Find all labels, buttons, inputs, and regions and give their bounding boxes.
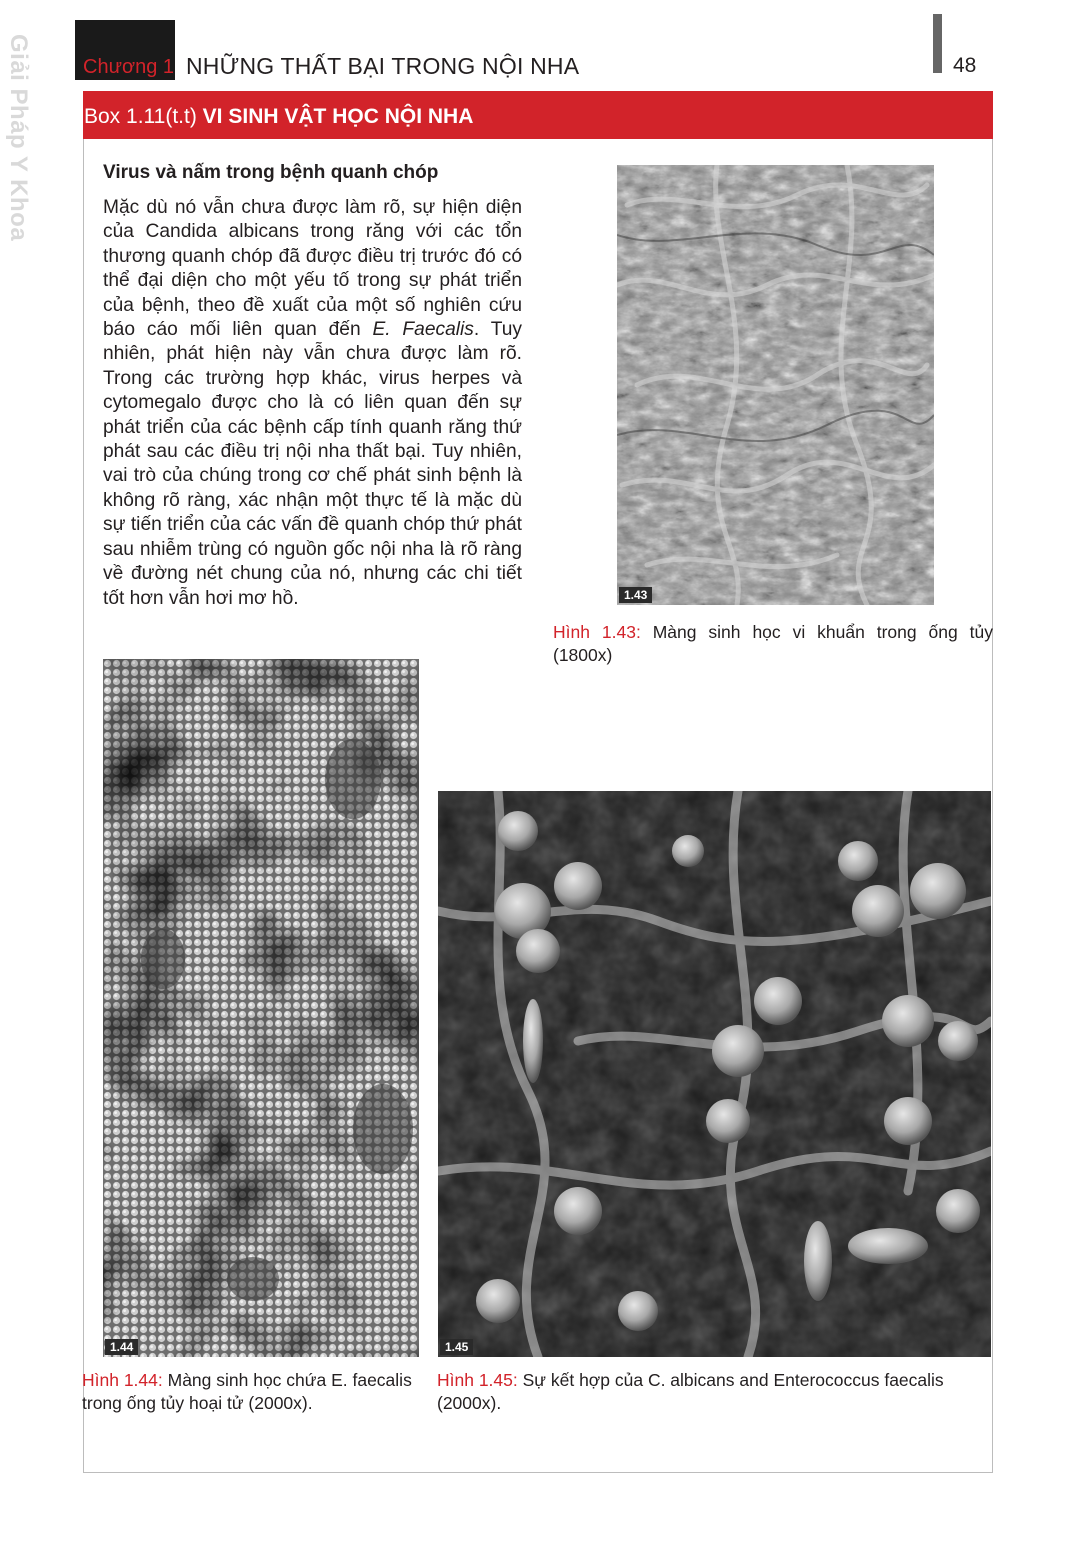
figure-1-44-tag: 1.44 xyxy=(105,1339,138,1355)
box-label-title: VI SINH VẬT HỌC NỘI NHA xyxy=(202,105,474,128)
figure-1-43-caption xyxy=(553,621,993,667)
body-paragraph xyxy=(103,196,522,611)
figure-1-45-svg xyxy=(438,791,991,1357)
figure-1-43-caption-label: Hình 1.43: xyxy=(553,622,641,642)
figure-1-44-svg xyxy=(103,659,419,1357)
figure-1-45-caption xyxy=(437,1369,987,1415)
page-number: 48 xyxy=(953,54,977,77)
figure-1-44-caption xyxy=(82,1369,422,1415)
figure-1-44-image xyxy=(103,659,419,1357)
chapter-title: NHỮNG THẤT BẠI TRONG NỘI NHA xyxy=(186,53,580,79)
box-label-prefix: Box 1.11(t.t) xyxy=(84,105,203,128)
section-heading: Virus và nấm trong bệnh quanh chóp xyxy=(103,162,439,183)
page-bar xyxy=(933,14,942,73)
figure-1-45-tag: 1.45 xyxy=(440,1339,473,1355)
figure-1-45-caption-text: Sự kết hợp của C. albicans and Enterococcus faecalis (2000x). xyxy=(437,1370,944,1413)
figure-1-43-image xyxy=(617,165,934,605)
body-text-part1: Mặc dù nó vẫn chưa được làm rõ, sự hiện diện của Candida albicans trong răng với các tổn thương quanh chóp đã được điều trị trước đó có thể đại diện cho một yếu tố trong sự phát triển của bệnh, theo đề xuất của một số nghiên cứu báo cáo mối liên quan đến xyxy=(103,197,522,341)
side-watermark: Giải Pháp Y Khoa xyxy=(5,34,32,242)
chapter-label: Chương 1 xyxy=(83,56,174,78)
box-label xyxy=(84,104,473,130)
figure-1-43-caption-text: Màng sinh học vi khuẩn trong ống tủy (1800x) xyxy=(553,622,993,665)
figure-1-43-tag: 1.43 xyxy=(619,587,652,603)
figure-1-45-image xyxy=(438,791,991,1357)
figure-1-43-svg xyxy=(617,165,934,605)
body-text-italic: E. Faecalis xyxy=(372,319,474,341)
figure-1-44-caption-text: Màng sinh học chứa E. faecalis trong ống tủy hoại tử (2000x). xyxy=(82,1370,412,1413)
body-text-part2: . Tuy nhiên, phát hiện này vẫn chưa được làm rõ. Trong các trường hợp khác, virus herpes và cytomegalo được cho là có liên quan đến sự phát triển của các bệnh cấp tính quanh răng thứ phát sau các điều trị nội nha thất bại. Tuy nhiên, vai trò của chúng trong cơ chế phát sinh bệnh là không rõ ràng, xác nhận một thực tế là mặc dù sự tiến triển của các vấn đề quanh chóp thứ phát sau nhiễm trùng có nguồn gốc nội nha là rõ ràng về đường nét chung của nó, nhưng các chi tiết tốt hơn vẫn hơi mơ hồ. xyxy=(103,319,522,609)
figure-1-45-caption-label: Hình 1.45: xyxy=(437,1370,518,1390)
figure-1-44-caption-label: Hình 1.44: xyxy=(82,1370,163,1390)
